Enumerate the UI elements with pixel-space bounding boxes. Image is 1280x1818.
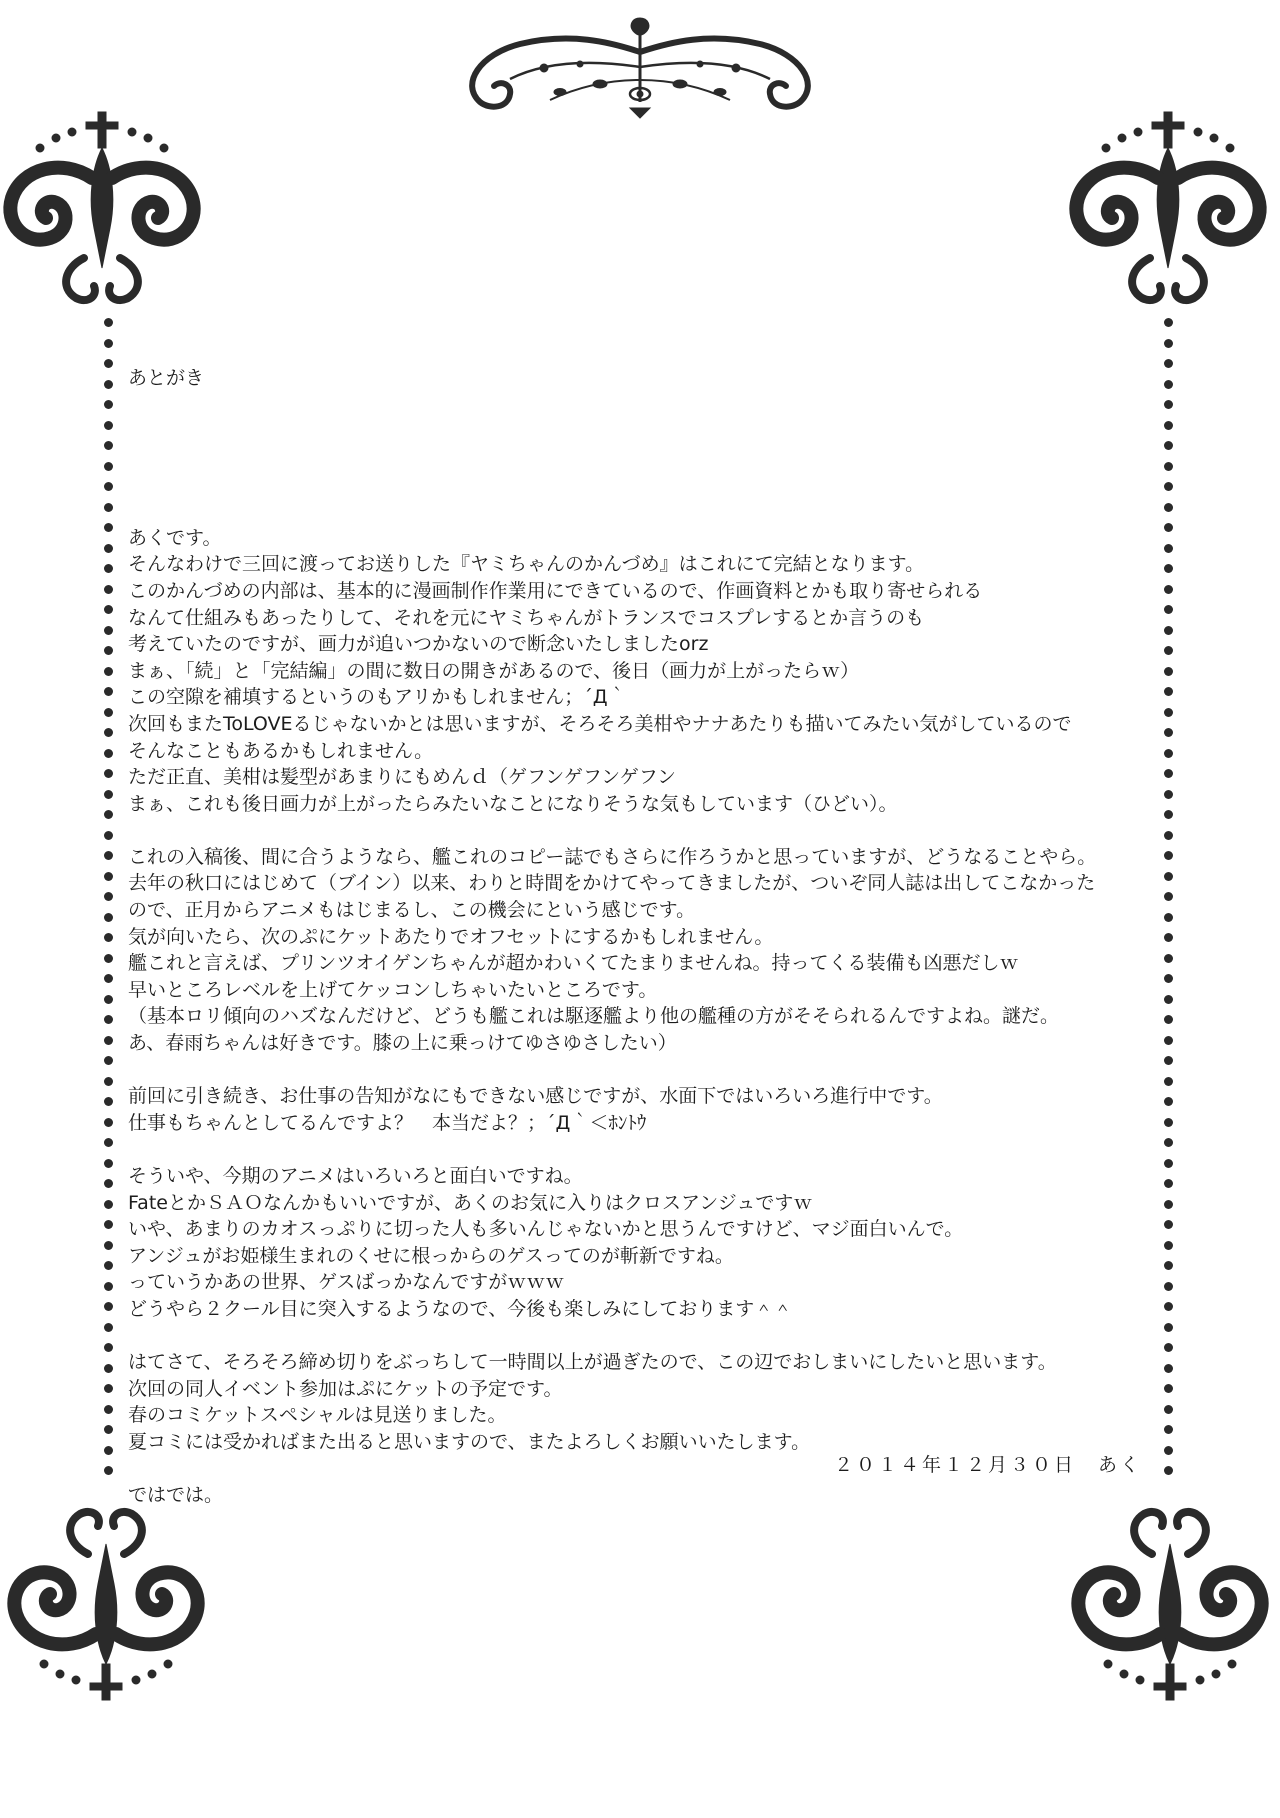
border-dot — [104, 708, 113, 717]
border-dot — [104, 359, 113, 368]
text-line: 次回もまたToLOVEるじゃないかとは思いますが、そろそろ美柑やナナあたりも描いてみたい気がしているので — [128, 712, 1072, 735]
text-line: そんなこともあるかもしれません。 — [128, 739, 434, 762]
border-dot — [104, 1466, 113, 1475]
border-dot — [104, 544, 113, 553]
border-dot — [104, 339, 113, 348]
text-line: あ、春雨ちゃんは好きです。膝の上に乗っけてゆさゆさしたい） — [128, 1032, 677, 1055]
border-dot — [104, 421, 113, 430]
text-line: 前回に引き続き、お仕事の告知がなにもできない感じですが、水面下ではいろいろ進行中です。 — [128, 1085, 943, 1108]
border-dot — [104, 728, 113, 737]
text-line: はてさて、そろそろ締め切りをぶっちして一時間以上が過ぎたので、この辺でおしまいにしたいと思います。 — [128, 1351, 1057, 1374]
text-line: FateとかＳＡＯなんかもいいですが、あくのお気に入りはクロスアンジュですｗ — [128, 1191, 813, 1214]
text-line: この空隙を補填するというのもアリかもしれません；´Д｀ — [128, 686, 627, 709]
border-dot — [104, 831, 113, 840]
text-line: 夏コミには受かればまた出ると思いますので、またよろしくお願いいたします。 — [128, 1430, 811, 1453]
border-dot — [104, 913, 113, 922]
text-line: あくです。 — [128, 526, 222, 549]
afterword-body — [128, 312, 1168, 1562]
text-line: 気が向いたら、次のぷにケットあたりでオフセットにするかもしれません。 — [128, 925, 774, 948]
border-dot — [104, 1015, 113, 1024]
border-dot — [104, 1036, 113, 1045]
border-dot — [104, 1159, 113, 1168]
border-dot — [104, 1384, 113, 1393]
text-line: このかんづめの内部は、基本的に漫画制作作業用にできているので、作画資料とかも取り寄せられる — [128, 579, 983, 602]
border-dot — [104, 1302, 113, 1311]
text-line: 去年の秋口にはじめて（ブイン）以来、わりと時間をかけてやってきましたが、ついぞ同人誌は出してこなかった — [128, 872, 1096, 895]
text-line: まぁ、これも後日画力が上がったらみたいなことになりそうな気もしています（ひどい）。 — [128, 792, 898, 815]
border-dot — [104, 1261, 113, 1270]
text-line: そういや、今期のアニメはいろいろと面白いですね。 — [128, 1165, 583, 1187]
border-dot — [104, 810, 113, 819]
border-dot — [104, 605, 113, 614]
top-flourish-ornament — [440, 12, 840, 122]
border-dot — [104, 380, 113, 389]
top-left-fleur-ornament — [0, 108, 210, 308]
border-dot — [104, 1425, 113, 1434]
afterword-paragraphs — [128, 525, 1168, 1509]
border-dot — [104, 1446, 113, 1455]
border-dot — [104, 995, 113, 1004]
border-dot — [104, 1200, 113, 1209]
border-dot — [104, 1138, 113, 1147]
border-dot — [104, 503, 113, 512]
border-dot — [104, 564, 113, 573]
border-dot — [104, 769, 113, 778]
afterword-title: あとがき — [128, 367, 205, 390]
border-dot — [104, 790, 113, 799]
text-line: ではでは。 — [128, 1484, 224, 1507]
border-dot — [104, 1056, 113, 1065]
paragraph — [128, 1083, 1168, 1136]
border-dot — [104, 1364, 113, 1373]
border-dot — [104, 851, 113, 860]
text-line: 早いところレベルを上げてケッコンしちゃいたいところです。 — [128, 978, 658, 1001]
border-dot — [104, 441, 113, 450]
border-dot — [104, 482, 113, 491]
text-line: どうやら２クール目に突入するようなので、今後も楽しみにしております＾＾ — [128, 1297, 793, 1320]
signature-date: ２０１４年１２月３０日 あく — [833, 1454, 1142, 1476]
text-line: 考えていたのですが、画力が追いつかないので断念いたしましたorz — [128, 633, 709, 656]
border-dot — [104, 872, 113, 881]
border-dot — [104, 1282, 113, 1291]
paragraph — [128, 1163, 1168, 1323]
border-dot — [104, 892, 113, 901]
border-dot — [104, 954, 113, 963]
text-line: 艦これと言えば、プリンツオイゲンちゃんが超かわいくてたまりませんね。持ってくる装備も凶悪だしｗ — [128, 952, 1019, 975]
text-line: （基本ロリ傾向のハズなんだけど、どうも艦これは駆逐艦より他の艦種の方がそそられるんですよね。謎だ。 — [128, 1005, 1060, 1028]
border-dot — [104, 667, 113, 676]
paragraph — [128, 1482, 1168, 1509]
text-line: なんて仕組みもあったりして、それを元にヤミちゃんがトランスでコスプレするとか言うのも — [128, 606, 925, 629]
paragraph — [128, 1349, 1168, 1455]
border-dot — [104, 933, 113, 942]
text-line: 春のコミケットスペシャルは見送りました。 — [128, 1404, 507, 1427]
border-dot — [104, 646, 113, 655]
top-right-fleur-ornament — [1066, 108, 1276, 308]
text-line: っていうかあの世界、ゲスばっかなんですがｗｗｗ — [128, 1271, 565, 1294]
border-dot — [104, 585, 113, 594]
border-dot — [104, 1323, 113, 1332]
border-dot — [104, 400, 113, 409]
border-dot — [104, 974, 113, 983]
border-dot — [104, 1179, 113, 1188]
border-dot — [104, 1220, 113, 1229]
border-dot — [104, 1241, 113, 1250]
border-dot — [104, 523, 113, 532]
border-dot — [104, 749, 113, 758]
border-dot — [104, 1118, 113, 1127]
text-line: そんなわけで三回に渡ってお送りした『ヤミちゃんのかんづめ』はこれにて完結となります。 — [128, 553, 925, 576]
text-line: これの入稿後、間に合うようなら、艦これのコピー誌でもさらに作ろうかと思っていますが、どうなることやら。 — [128, 845, 1097, 868]
border-dot — [104, 1097, 113, 1106]
border-dot — [104, 687, 113, 696]
border-dot — [104, 1077, 113, 1086]
paragraph — [128, 844, 1168, 1057]
border-dot — [104, 1343, 113, 1352]
text-line: ので、正月からアニメもはじまるし、この機会にという感じです。 — [128, 899, 696, 922]
border-dot — [104, 626, 113, 635]
paragraph — [128, 525, 1168, 818]
text-line: 次回の同人イベント参加はぷにケットの予定です。 — [128, 1377, 563, 1400]
left-dotted-border — [104, 318, 114, 1494]
text-line: いや、あまりのカオスっぷりに切った人も多いんじゃないかと思うんですけど、マジ面白いんで。 — [128, 1218, 964, 1241]
border-dot — [104, 318, 113, 327]
text-line: アンジュがお姫様生まれのくせに根っからのゲスってのが斬新ですね。 — [128, 1244, 734, 1267]
text-line: ただ正直、美柑は髪型があまりにもめんｄ（ゲフンゲフンゲフン — [128, 766, 676, 789]
border-dot — [104, 462, 113, 471]
text-line: まぁ、「続」と「完結編」の間に数日の開きがあるので、後日（画力が上がったらｗ） — [128, 659, 860, 682]
text-line: 仕事もちゃんとしてるんですよ？ 本当だよ？；´Д｀＜ﾎﾝﾄｳ — [128, 1111, 647, 1134]
border-dot — [104, 1405, 113, 1414]
